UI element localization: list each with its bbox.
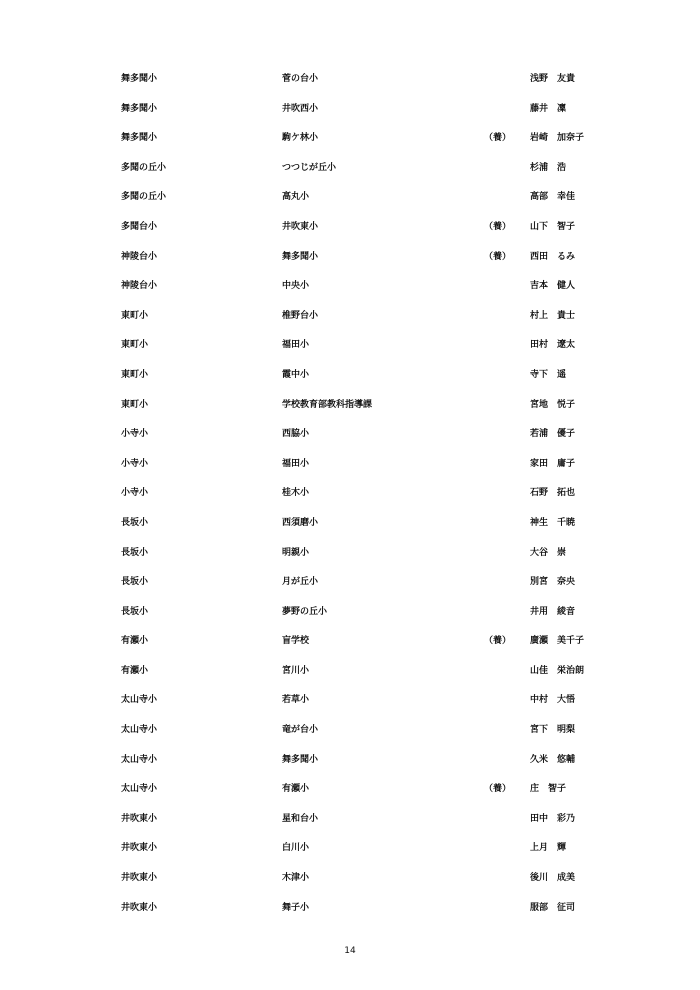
from-school: 井吹東小 <box>121 873 158 884</box>
to-school: 福田小 <box>282 340 310 351</box>
role-note: （養） <box>484 784 512 795</box>
from-school: 太山寺小 <box>121 754 158 765</box>
to-school: 高丸小 <box>282 192 310 203</box>
from-school: 舞多聞小 <box>121 103 158 114</box>
list-row <box>0 662 700 692</box>
to-school: 中央小 <box>282 281 310 292</box>
list-row <box>0 869 700 899</box>
person-name: 後川 成美 <box>530 873 576 884</box>
person-name: 石野 拓也 <box>530 488 576 499</box>
to-school: 木津小 <box>282 873 310 884</box>
person-name: 寺下 遥 <box>530 369 567 380</box>
person-name: 大谷 崇 <box>530 547 567 558</box>
list-row <box>0 277 700 307</box>
person-name: 中村 大悟 <box>530 695 576 706</box>
to-school: つつじが丘小 <box>282 162 337 173</box>
list-row <box>0 425 700 455</box>
person-name: 山佳 栄治朗 <box>530 665 585 676</box>
from-school: 小寺小 <box>121 458 149 469</box>
to-school: 霞中小 <box>282 369 310 380</box>
list-row <box>0 159 700 189</box>
person-name: 庄 智子 <box>530 784 567 795</box>
to-school: 西須磨小 <box>282 517 319 528</box>
list-row <box>0 455 700 485</box>
from-school: 東町小 <box>121 369 149 380</box>
role-note: （養） <box>484 221 512 232</box>
person-name: 上月 輝 <box>530 843 567 854</box>
from-school: 神陵台小 <box>121 281 158 292</box>
from-school: 有瀬小 <box>121 636 149 647</box>
list-row <box>0 632 700 662</box>
to-school: 学校教育部教科指導課 <box>282 399 373 410</box>
to-school: 井吹東小 <box>282 221 319 232</box>
to-school: 盲学校 <box>282 636 310 647</box>
to-school: 宮川小 <box>282 665 310 676</box>
transfer-list <box>0 70 700 928</box>
from-school: 多聞の丘小 <box>121 192 167 203</box>
from-school: 長坂小 <box>121 547 149 558</box>
to-school: 有瀬小 <box>282 784 310 795</box>
from-school: 東町小 <box>121 310 149 321</box>
list-row <box>0 484 700 514</box>
to-school: 竜が台小 <box>282 725 319 736</box>
from-school: 多聞の丘小 <box>121 162 167 173</box>
to-school: 明親小 <box>282 547 310 558</box>
person-name: 久米 悠輔 <box>530 754 576 765</box>
person-name: 宮下 明梨 <box>530 725 576 736</box>
person-name: 浅野 友貴 <box>530 74 576 84</box>
to-school: 舞子小 <box>282 902 310 913</box>
from-school: 多聞台小 <box>121 221 158 232</box>
from-school: 長坂小 <box>121 517 149 528</box>
to-school: 若草小 <box>282 695 310 706</box>
to-school: 菅の台小 <box>282 74 319 84</box>
person-name: 服部 征司 <box>530 902 576 913</box>
person-name: 山下 智子 <box>530 221 576 232</box>
list-row <box>0 544 700 574</box>
person-name: 神生 千暁 <box>530 517 576 528</box>
from-school: 舞多聞小 <box>121 74 158 84</box>
list-row <box>0 691 700 721</box>
from-school: 長坂小 <box>121 606 149 617</box>
list-row <box>0 366 700 396</box>
person-name: 吉本 健人 <box>530 281 576 292</box>
list-row <box>0 780 700 810</box>
list-row <box>0 396 700 426</box>
to-school: 舞多聞小 <box>282 251 319 262</box>
list-row <box>0 751 700 781</box>
person-name: 井用 綾音 <box>530 606 576 617</box>
role-note: （養） <box>484 636 512 647</box>
list-row <box>0 248 700 278</box>
list-row <box>0 603 700 633</box>
from-school: 井吹東小 <box>121 813 158 824</box>
role-note: （養） <box>484 251 512 262</box>
list-row <box>0 514 700 544</box>
role-note: （養） <box>484 133 512 144</box>
list-row <box>0 218 700 248</box>
list-row <box>0 70 700 100</box>
from-school: 太山寺小 <box>121 695 158 706</box>
to-school: 駒ケ林小 <box>282 133 319 144</box>
from-school: 太山寺小 <box>121 784 158 795</box>
person-name: 西田 るみ <box>530 251 576 262</box>
person-name: 家田 庸子 <box>530 458 576 469</box>
list-row <box>0 810 700 840</box>
to-school: 白川小 <box>282 843 310 854</box>
list-row <box>0 336 700 366</box>
from-school: 小寺小 <box>121 488 149 499</box>
to-school: 夢野の丘小 <box>282 606 328 617</box>
to-school: 井吹西小 <box>282 103 319 114</box>
person-name: 村上 貴士 <box>530 310 576 321</box>
person-name: 田中 彩乃 <box>530 813 576 824</box>
from-school: 舞多聞小 <box>121 133 158 144</box>
person-name: 別宮 奈央 <box>530 577 576 588</box>
list-row <box>0 100 700 130</box>
from-school: 井吹東小 <box>121 843 158 854</box>
list-row <box>0 721 700 751</box>
from-school: 太山寺小 <box>121 725 158 736</box>
person-name: 宮地 悦子 <box>530 399 576 410</box>
person-name: 田村 遼太 <box>530 340 576 351</box>
from-school: 東町小 <box>121 399 149 410</box>
from-school: 小寺小 <box>121 429 149 440</box>
to-school: 椎野台小 <box>282 310 319 321</box>
to-school: 桂木小 <box>282 488 310 499</box>
from-school: 長坂小 <box>121 577 149 588</box>
person-name: 高部 幸佳 <box>530 192 576 203</box>
to-school: 福田小 <box>282 458 310 469</box>
person-name: 藤井 凜 <box>530 103 567 114</box>
list-row <box>0 839 700 869</box>
list-row <box>0 129 700 159</box>
list-row <box>0 307 700 337</box>
to-school: 星和台小 <box>282 813 319 824</box>
list-row <box>0 573 700 603</box>
person-name: 廣瀬 美千子 <box>530 636 585 647</box>
person-name: 若浦 優子 <box>530 429 576 440</box>
page-number: 14 <box>344 946 356 956</box>
from-school: 井吹東小 <box>121 902 158 913</box>
to-school: 月が丘小 <box>282 577 319 588</box>
to-school: 西脇小 <box>282 429 310 440</box>
from-school: 神陵台小 <box>121 251 158 262</box>
from-school: 有瀬小 <box>121 665 149 676</box>
to-school: 舞多聞小 <box>282 754 319 765</box>
list-row <box>0 188 700 218</box>
from-school: 東町小 <box>121 340 149 351</box>
list-row <box>0 899 700 929</box>
person-name: 杉浦 浩 <box>530 162 567 173</box>
person-name: 岩崎 加奈子 <box>530 133 585 144</box>
